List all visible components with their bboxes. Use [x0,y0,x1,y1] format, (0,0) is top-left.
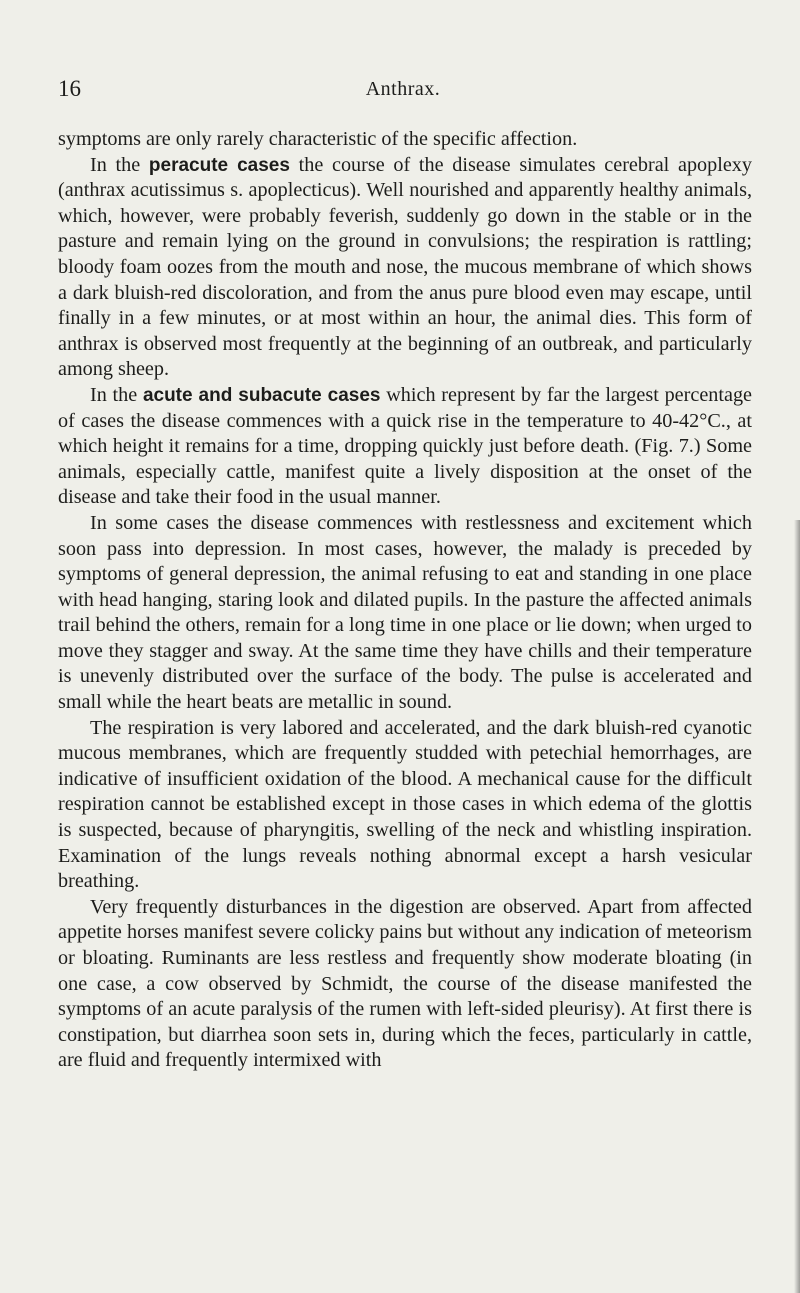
page-number: 16 [58,76,81,101]
paragraph-acute-subacute [58,383,752,511]
paragraph-respiration: The respiration is very labored and accelerated, and the dark bluish-red cyanotic mucous membranes, which are frequently studded with petechial hemorrhages, are indicative of insufficient oxidation of the blood. A mechanical cause for the difficult respiration cannot be established except in those cases in which edema of the glottis is suspected, because of pharyngitis, swelling of the neck and whistling inspiration. Examination of the lungs reveals nothing abnormal except a harsh vesicular breathing. [58,716,752,893]
paragraph-lead: In the [90,153,149,176]
page-edge-shadow [794,520,800,1293]
running-head: Anthrax. [365,78,441,100]
page-header [58,74,748,104]
paragraph-restlessness: In some cases the disease commences with restlessness and excitement which soon pass into depression. In most cases, however, the malady is preceded by symptoms of general depression, the animal refusing to eat and standing in one place with head hanging, staring look and dilated pupils. In the pasture the affected animals trail behind the others, remain for a long time in one place or lie down; when urged to move they stagger and sway. At the same time they have chills and their temperature is unevenly distributed over the surface of the body. The pulse is accelerated and small while the heart beats are metallic in sound. [58,511,752,714]
paragraph-body: which represent by far the largest percentage of cases the disease commences with a quick rise in the temperature to 40-42°C., at which height it remains for a time, dropping quickly just before death. (Fig. 7.) Some animals, especially cattle, manifest quite a lively disposition at the onset of the disease and take their food in the usual manner. [58,383,752,509]
emphasis-peracute-cases: peracute cases [148,154,290,176]
emphasis-acute-subacute-cases: acute and subacute cases [142,384,381,406]
paragraph-body: the course of the disease simulates cerebral apoplexy (anthrax acutissimus s. apoplecticus). Well nourished and apparently healthy animals, which, however, were probably feverish, suddenly go down in the stable or in the pasture and remain lying on the ground in convulsions; the respiration is rattling; bloody foam oozes from the mouth and nose, the mucous membrane of which shows a dark bluish-red discoloration, and from the anus pure blood even may escape, until finally in a few minutes, or at most within an hour, the animal dies. This form of anthrax is observed most frequently at the beginning of an outbreak, and particularly among sheep. [58,153,752,381]
paragraph-continuation: symptoms are only rarely characteristic of the specific affection. [58,128,578,150]
paragraph-lead: In the [90,383,143,406]
body-text [58,127,752,1074]
paragraph-peracute [58,153,752,383]
paragraph-digestion: Very frequently disturbances in the digestion are observed. Apart from affected appetite horses manifest severe colicky pains but without any indication of meteorism or bloating. Ruminants are less restless and frequently show moderate bloating (in one case, a cow observed by Schmidt, the course of the disease manifested the symptoms of an acute paralysis of the rumen with left-sided pleurisy). At first there is constipation, but diarrhea soon sets in, during which the feces, particularly in cattle, are fluid and frequently intermixed with [58,895,752,1072]
